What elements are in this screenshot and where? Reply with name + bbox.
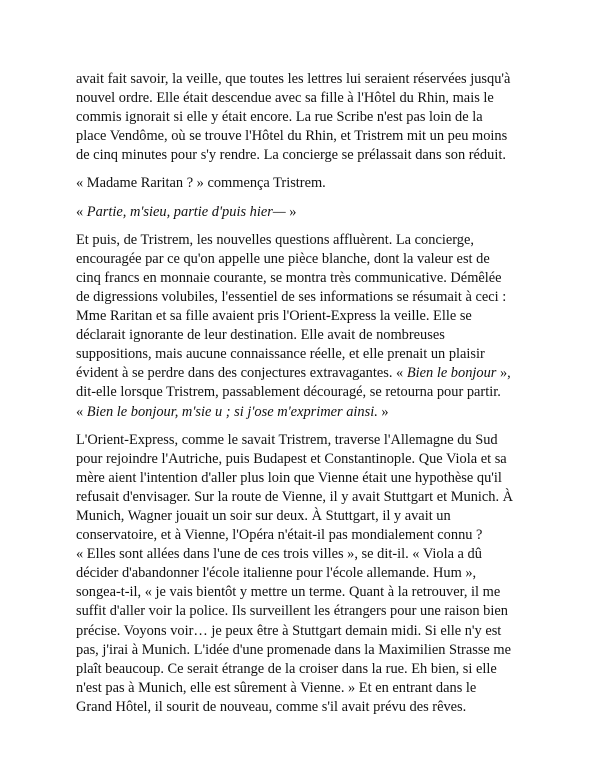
concierge-end: » [377, 403, 389, 420]
italic-bien-le-bonjour-msieu: Bien le bonjour, m'sie u ; si j'ose m'exprimer ainsi. [86, 403, 378, 420]
italic-bien-le-bonjour: Bien le bonjour [406, 365, 497, 382]
paragraph-orient-express: L'Orient-Express, comme le savait Tristrem, traverse l'Allemagne du Sud pour rejoindre l'Autriche, puis Budapest et Constantinople. Que Viola et sa mère aient l'intention d'aller plus loin que Vienne était une hypothèse qu'il refusait d'envisager. Sur la route de Vienne, il y avait Stuttgart et Munich. À Munich, Wagner jouait un soir sur deux. À Stuttgart, il y avait un conservatoire, et à Vienne, l'Opéra n'était-il pas mondialement connu ? « Elles sont allées dans l'une de ces trois villes », se dit-il. « Viola a dû décider d'abandonner l'école italienne pour l'école allemande. Hum », songea-t-il, « je vais bientôt y mettre un terme. Quant à la retrouver, il me suffit d'aller voir la police. Ils surveillent les étrangers pour une raison bien précise. Voyons voir… je peux être à Stuttgart demain midi. Si elle n'y est pas, j'irai à Munich. L'idée d'une promenade dans la Maximilien Strasse me plaît beaucoup. Ce serait étrange de la croiser dans la rue. Eh bien, si elle n'est pas à Munich, elle est sûrement à Vienne. » Et en entrant dans le Grand Hôtel, il sourit de nouveau, comme s'il avait prévu des rêves. [76, 431, 514, 715]
document-page [76, 70, 538, 726]
quote-close: » [285, 203, 297, 220]
quote-open: « [76, 203, 87, 220]
paragraph-concierge [76, 231, 538, 422]
concierge-text: Et puis, de Tristrem, les nouvelles questions affluèrent. La concierge, encouragée par ce qu'on appelle une pièce blanche, dont la valeur est de cinq francs en monnaie courante, se montra très communicative. Démêlée de digressions volubiles, l'essentiel de ses informations se résumait à ceci : Mme Raritan et sa fille avaient pris l'Orient-Express la veille. Elle se déclarait ignorante de leur destination. Elle avait de nombreuses suppositions, mais aucune connaissance réelle, et elle prenait un plaisir évident à se perdre dans des conjectures extravagantes. « [76, 231, 507, 382]
concierge-mid: », dit-elle lorsque Tristrem, passablement découragé, se retourna pour partir. « [76, 365, 511, 420]
paragraph-madame-raritan: « Madame Raritan ? » commença Tristrem. [76, 175, 326, 192]
paragraph-hotel-du-rhin: avait fait savoir, la veille, que toutes les lettres lui seraient réservées jusqu'à nouvel ordre. Elle était descendue avec sa fille à l'Hôtel du Rhin, mais le commis ignorait si elle y était encore. La rue Scribe n'est pas loin de la place Vendôme, où se trouve l'Hôtel du Rhin, et Tristrem mit un peu moins de cinq minutes pour s'y rendre. La concierge se prélassait dans son réduit. [76, 71, 511, 164]
paragraph-partie-quote [76, 203, 538, 222]
italic-partie: Partie, m'sieu, partie d'puis hier— [86, 203, 286, 220]
